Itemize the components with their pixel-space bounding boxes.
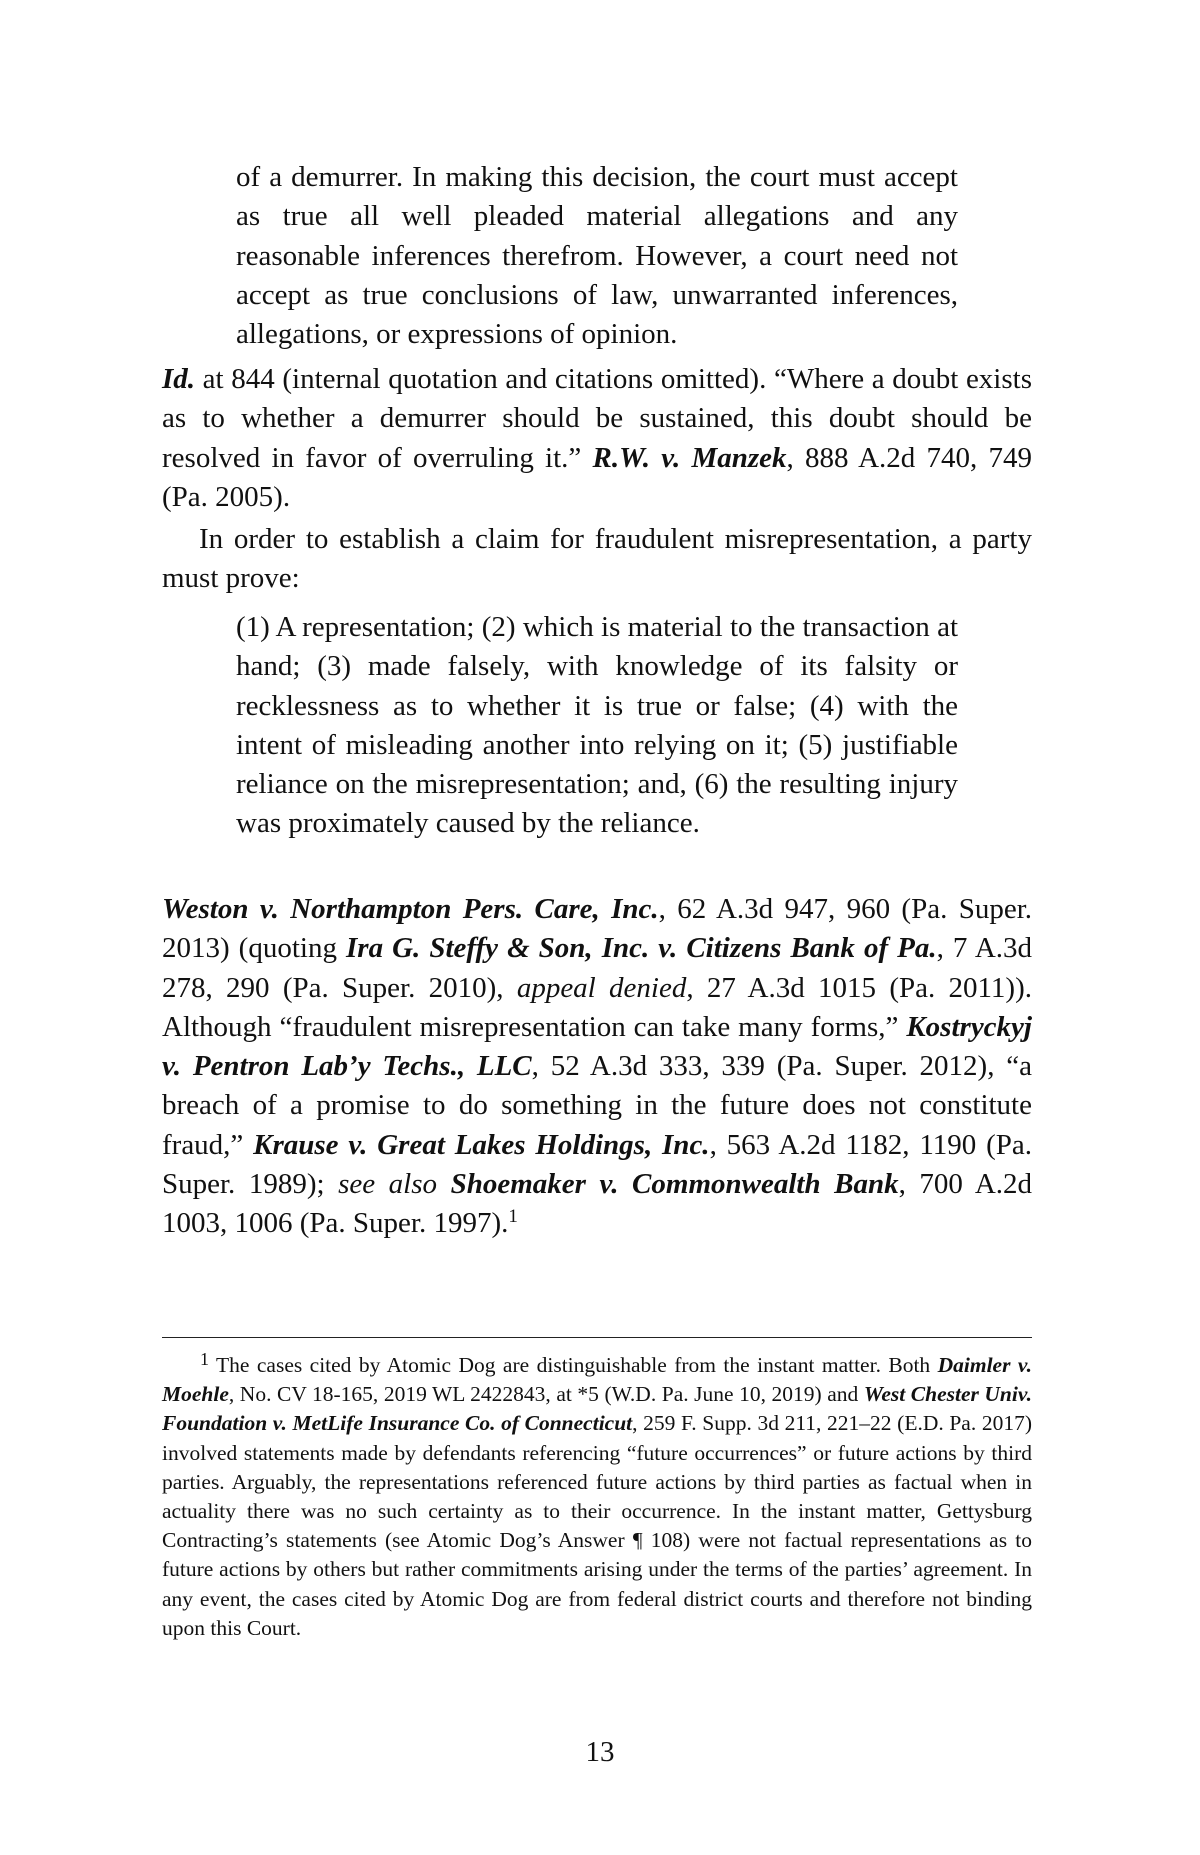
block-quote-demurrer [236, 158, 958, 354]
footnote-text: , 259 F. Supp. 3d 211, 221–22 (E.D. Pa. 2017) involved statements made by defendants referencing “future occurrences” or future actions by third parties. Arguably, the representations referenced future actions by third parties as factual when in actuality there was no such certainty as to their occurrence. In the instant matter, Gettysburg Contracting’s statements (see Atomic Dog’s Answer ¶ 108) were not factual representations as to future actions by others but rather commitments arising under the terms of the parties’ agreement. In any event, the cases cited by Atomic Dog are from federal district courts and therefore not binding upon this Court. [162, 1411, 1033, 1640]
case-steffy: Ira G. Steffy & Son, Inc. v. Citizens Bank of Pa. [346, 932, 937, 965]
page-number: 13 [585, 1736, 615, 1768]
case-rw-manzek: R.W. v. Manzek [592, 441, 787, 474]
footnote-1 [162, 1351, 1032, 1643]
signal-see-also: see also [338, 1168, 438, 1201]
footnote-text: , No. CV 18-165, 2019 WL 2422843, at *5 (W.D. Pa. June 10, 2019) and [228, 1382, 864, 1407]
paragraph-text: , 700 A.2d 1003, 1006 (Pa. Super. 1997). [162, 1168, 1033, 1240]
paragraph-text: In order to establish a claim for fraudulent misrepresentation, a party must prove: [162, 523, 1032, 595]
signal-appeal-denied: appeal denied [516, 971, 687, 1004]
case-id: Id. [162, 363, 196, 395]
case-krause: Krause v. Great Lakes Holdings, Inc. [253, 1128, 710, 1161]
paragraph-text: at 844 (internal quotation and citations omitted). “Where a doubt exists as to whether a demurrer should be sustained, this doubt should be resolved in favor of overruling it.” [162, 363, 1032, 474]
block-quote-elements [236, 608, 958, 844]
case-shoemaker: Shoemaker v. Commonwealth Bank [450, 1168, 899, 1201]
paragraph-text: , 7 A.3d 278, 290 (Pa. Super. 2010), [162, 932, 1033, 1004]
paragraph-fraud-elements-intro [162, 520, 1032, 599]
case-kostryckyj: Kostryckyj v. Pentron Lab’y Techs., LLC [162, 1010, 1032, 1083]
footnote-text: The cases cited by Atomic Dog are distinguishable from the instant matter. Both [209, 1353, 938, 1377]
case-weston: Weston v. Northampton Pers. Care, Inc. [162, 893, 659, 925]
case-west-chester: West Chester Univ. Foundation v. MetLife Insurance Co. of Connecticut [162, 1382, 1032, 1436]
paragraph-text: , 27 A.3d 1015 (Pa. 2011)). Although “fraudulent misrepresentation can take many forms,” [162, 971, 1032, 1043]
case-daimler: Daimler v. Moehle [162, 1353, 1033, 1407]
footnote-marker: 1 [200, 1349, 209, 1369]
quote-elements-text: (1) A representation; (2) which is material to the transaction at hand; (3) made falsely, with knowledge of its falsity or recklessness as to whether it is true or false; (4) with the intent of misleading another into relying on it; (5) justifiable reliance on the misrepresentation; and, (6) the resulting injury was proximately caused by the reliance. [236, 611, 958, 840]
paragraph-text [437, 1168, 451, 1200]
footnote-reference[interactable]: 1 [508, 1206, 518, 1228]
paragraph-id-citation [162, 360, 1032, 517]
quote-demurrer-text: of a demurrer. In making this decision, the court must accept as true all well pleaded material allegations and any reasonable inferences therefrom. However, a court need not accept as true conclusions of law, unwarranted inferences, allegations, or expressions of opinion. [236, 161, 958, 351]
footnote-divider [162, 1337, 1032, 1338]
paragraph-text: , 62 A.3d 947, 960 (Pa. Super. 2013) (quoting [162, 893, 1032, 965]
paragraph-citations [162, 890, 1032, 1244]
paragraph-text: , 888 A.2d 740, 749 (Pa. 2005). [162, 441, 1032, 513]
paragraph-text: , 563 A.2d 1182, 1190 (Pa. Super. 1989); [162, 1128, 1032, 1201]
paragraph-text: , 52 A.3d 333, 339 (Pa. Super. 2012), “a breach of a promise to do something in the future does not constitute fraud,” [162, 1050, 1032, 1161]
